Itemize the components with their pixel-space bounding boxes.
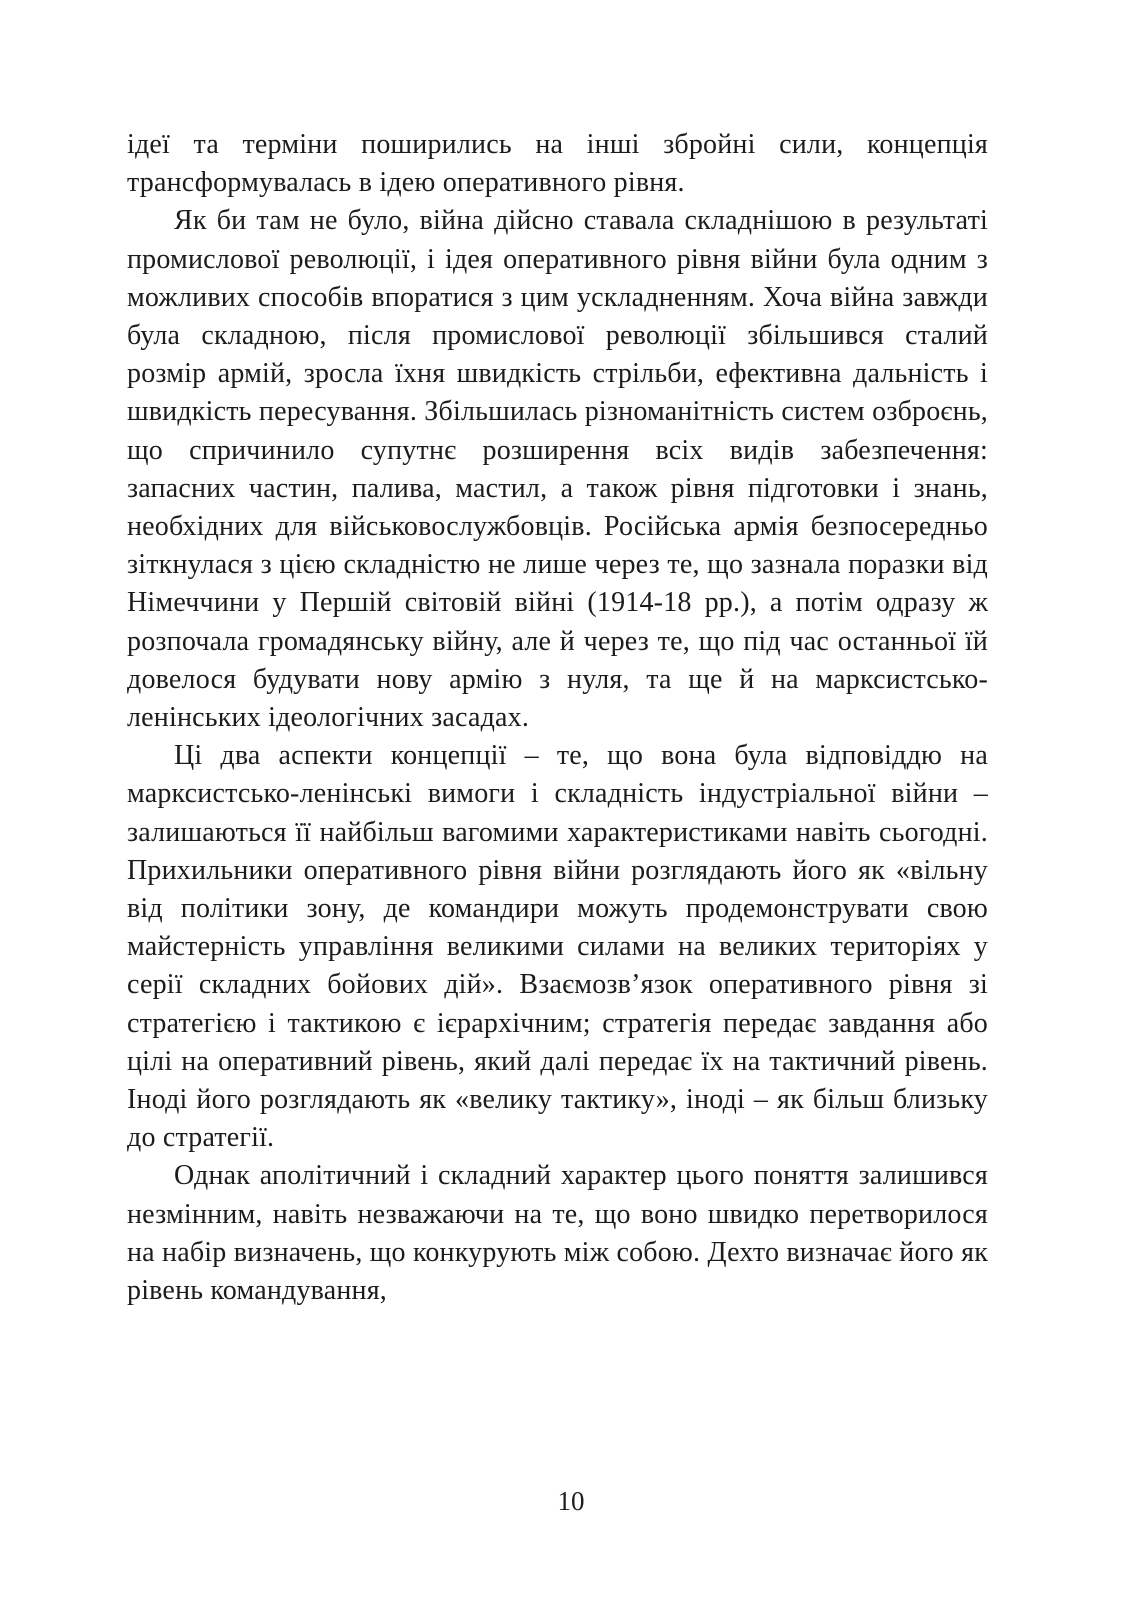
page-number: 10 bbox=[557, 1486, 585, 1516]
text-block bbox=[127, 126, 988, 1310]
paragraph-2: Як би там не було, війна дійсно ставала складнішою в результаті промислової революції, і ідея оперативного рівня війни була одним з можливих способів впоратися з цим ускладненням. Хоча війна завжди була складною, після промислової революції збільшився сталий розмір армій, зросла їхня швидкість стрільби, ефективна дальність і швидкість пересування. Збільшилась різноманітність систем озброєнь, що спричинило супутнє розширення всіх видів забезпечення: запасних частин, палива, мастил, а також рівня підготовки і знань, необхідних для військовослужбовців. Російська армія безпосередньо зіткнулася з цією складністю не лише через те, що зазнала поразки від Німеччини у Першій світовій війні (1914-18 рр.), а потім одразу ж розпочала громадянську війну, але й через те, що під час останньої їй довелося будувати нову армію з нуля, та ще й на марксистсько-ленінських ідеологічних засадах. bbox=[127, 205, 988, 734]
paragraph-continuation: ідеї та терміни поширились на інші збройні сили, концепція трансформувалась в ідею оперативного рівня. bbox=[127, 129, 988, 199]
paragraph-3: Ці два аспекти концепції – те, що вона була відповіддю на марксистсько-ленінські вимоги і складність індустріальної війни – залишаються її найбільш вагомими характеристиками навіть сьогодні. Прихильники оперативного рівня війни розглядають його як «вільну від політики зону, де командири можуть продемонструвати свою майстерність управління великими силами на великих територіях у серії складних бойових дій». Взаємозв’язок оперативного рівня зі стратегією і тактикою є ієрархічним; стратегія передає завдання або цілі на оперативний рівень, який далі передає їх на тактичний рівень. Іноді його розглядають як «велику тактику», іноді – як більш близьку до стратегії. bbox=[127, 740, 988, 1154]
paragraph-4: Однак аполітичний і складний характер цього поняття залишився незмінним, навіть незважаючи на те, що воно швидко перетворилося на набір визначень, що конкурують між собою. Дехто визначає його як рівень командування, bbox=[127, 1160, 988, 1307]
